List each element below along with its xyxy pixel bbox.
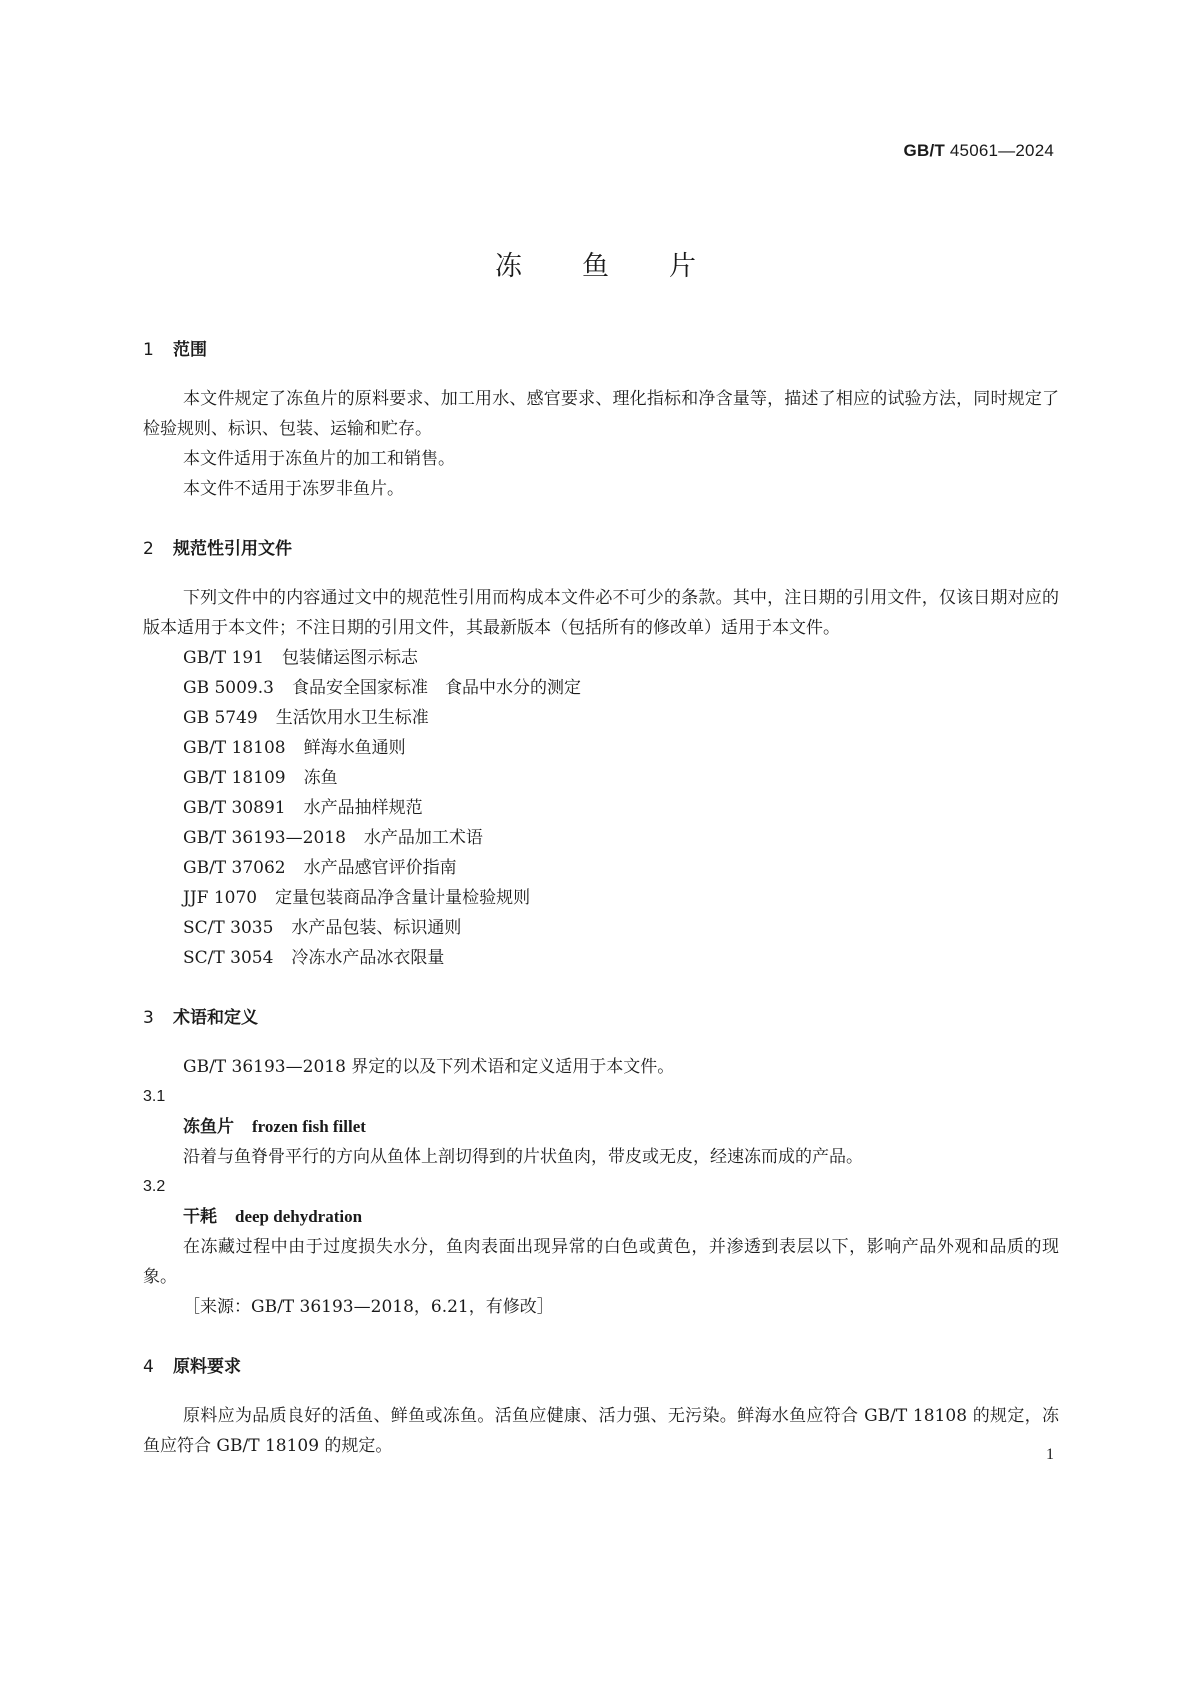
section-number: 1 xyxy=(143,340,154,360)
reference-item xyxy=(183,823,1059,853)
paragraph: 本文件不适用于冻罗非鱼片。 xyxy=(183,479,404,499)
section-normative-references xyxy=(143,537,1059,973)
paragraph: 本文件适用于冻鱼片的加工和销售。 xyxy=(183,449,455,469)
section-number: 2 xyxy=(143,539,154,559)
term-name-en: frozen fish fillet xyxy=(252,1117,366,1136)
term-entry xyxy=(143,1172,1059,1322)
reference-code: GB/T 191 xyxy=(183,648,264,668)
reference-item xyxy=(183,673,1059,703)
term-name-zh: 冻鱼片 xyxy=(183,1117,234,1137)
section-number: 4 xyxy=(143,1357,154,1377)
paragraph: 原料应为品质良好的活鱼、鲜鱼或冻鱼。活鱼应健康、活力强、无污染。鲜海水鱼应符合 GB/T 18108 的规定，冻鱼应符合 GB/T 18109 的规定。 xyxy=(143,1406,1059,1456)
reference-title: 水产品包装、标识通则 xyxy=(291,918,462,938)
section-heading xyxy=(143,1355,1059,1379)
reference-item xyxy=(183,763,1059,793)
document-body xyxy=(143,338,1059,1461)
term-name xyxy=(143,1202,1059,1232)
section-title: 原料要求 xyxy=(173,1357,241,1377)
section-title: 规范性引用文件 xyxy=(173,539,292,559)
reference-item xyxy=(183,943,1059,973)
term-definition: 沿着与鱼脊骨平行的方向从鱼体上剖切得到的片状鱼肉，带皮或无皮，经速冻而成的产品。 xyxy=(183,1147,863,1167)
reference-code: JJF 1070 xyxy=(183,888,258,908)
reference-code: GB/T 36193—2018 xyxy=(183,828,346,848)
reference-item xyxy=(183,703,1059,733)
section-heading xyxy=(143,1006,1059,1030)
term-number: 3.2 xyxy=(143,1178,166,1195)
reference-code: GB/T 18109 xyxy=(183,768,286,788)
reference-code: GB/T 37062 xyxy=(183,858,286,878)
section-scope xyxy=(143,338,1059,504)
section-title: 术语和定义 xyxy=(173,1008,258,1028)
reference-title: 定量包装商品净含量计量检验规则 xyxy=(275,888,531,908)
section-title: 范围 xyxy=(173,340,207,360)
term-name xyxy=(143,1112,1059,1142)
section-terms-definitions xyxy=(143,1006,1059,1322)
reference-code: SC/T 3054 xyxy=(183,948,274,968)
reference-title: 包装储运图示标志 xyxy=(282,648,418,668)
reference-title: 水产品加工术语 xyxy=(363,828,483,848)
section-heading xyxy=(143,537,1059,561)
standard-code xyxy=(904,141,1054,161)
reference-item xyxy=(183,883,1059,913)
reference-list xyxy=(143,643,1059,973)
reference-item xyxy=(183,913,1059,943)
section-heading xyxy=(143,338,1059,362)
reference-title: 水产品感官评价指南 xyxy=(303,858,457,878)
reference-item xyxy=(183,793,1059,823)
term-number: 3.1 xyxy=(143,1088,166,1105)
reference-item xyxy=(183,853,1059,883)
reference-code: GB 5749 xyxy=(183,708,258,728)
term-source: ［来源：GB/T 36193—2018，6.21，有修改］ xyxy=(183,1297,554,1317)
reference-title: 冷冻水产品冰衣限量 xyxy=(291,948,445,968)
reference-code: SC/T 3035 xyxy=(183,918,274,938)
reference-title: 冻鱼 xyxy=(303,768,338,788)
term-name-en: deep dehydration xyxy=(235,1207,363,1226)
reference-title: 鲜海水鱼通则 xyxy=(303,738,406,758)
page-number: 1 xyxy=(1046,1446,1054,1463)
section-raw-material-requirements xyxy=(143,1355,1059,1461)
reference-title: 生活饮用水卫生标准 xyxy=(275,708,429,728)
reference-code: GB/T 30891 xyxy=(183,798,286,818)
standard-prefix: GB/T xyxy=(903,141,945,160)
section-number: 3 xyxy=(143,1008,154,1028)
document-title: 冻鱼片 xyxy=(495,251,756,282)
term-entry xyxy=(143,1082,1059,1172)
reference-code: GB/T 18108 xyxy=(183,738,286,758)
reference-title: 水产品抽样规范 xyxy=(303,798,423,818)
reference-code: GB 5009.3 xyxy=(183,678,274,698)
paragraph: 下列文件中的内容通过文中的规范性引用而构成本文件必不可少的条款。其中，注日期的引用文件，仅该日期对应的版本适用于本文件；不注日期的引用文件，其最新版本（包括所有的修改单）适用于本文件。 xyxy=(143,588,1059,638)
standard-number: 45061—2024 xyxy=(949,141,1054,160)
reference-item xyxy=(183,733,1059,763)
term-definition: 在冻藏过程中由于过度损失水分，鱼肉表面出现异常的白色或黄色，并渗透到表层以下，影响产品外观和品质的现象。 xyxy=(143,1237,1059,1287)
reference-item xyxy=(183,643,1059,673)
term-name-zh: 干耗 xyxy=(183,1207,217,1227)
reference-title: 食品安全国家标准 食品中水分的测定 xyxy=(291,678,581,698)
paragraph: 本文件规定了冻鱼片的原料要求、加工用水、感官要求、理化指标和净含量等，描述了相应的试验方法，同时规定了检验规则、标识、包装、运输和贮存。 xyxy=(143,389,1059,439)
paragraph: GB/T 36193—2018 界定的以及下列术语和定义适用于本文件。 xyxy=(183,1057,675,1077)
